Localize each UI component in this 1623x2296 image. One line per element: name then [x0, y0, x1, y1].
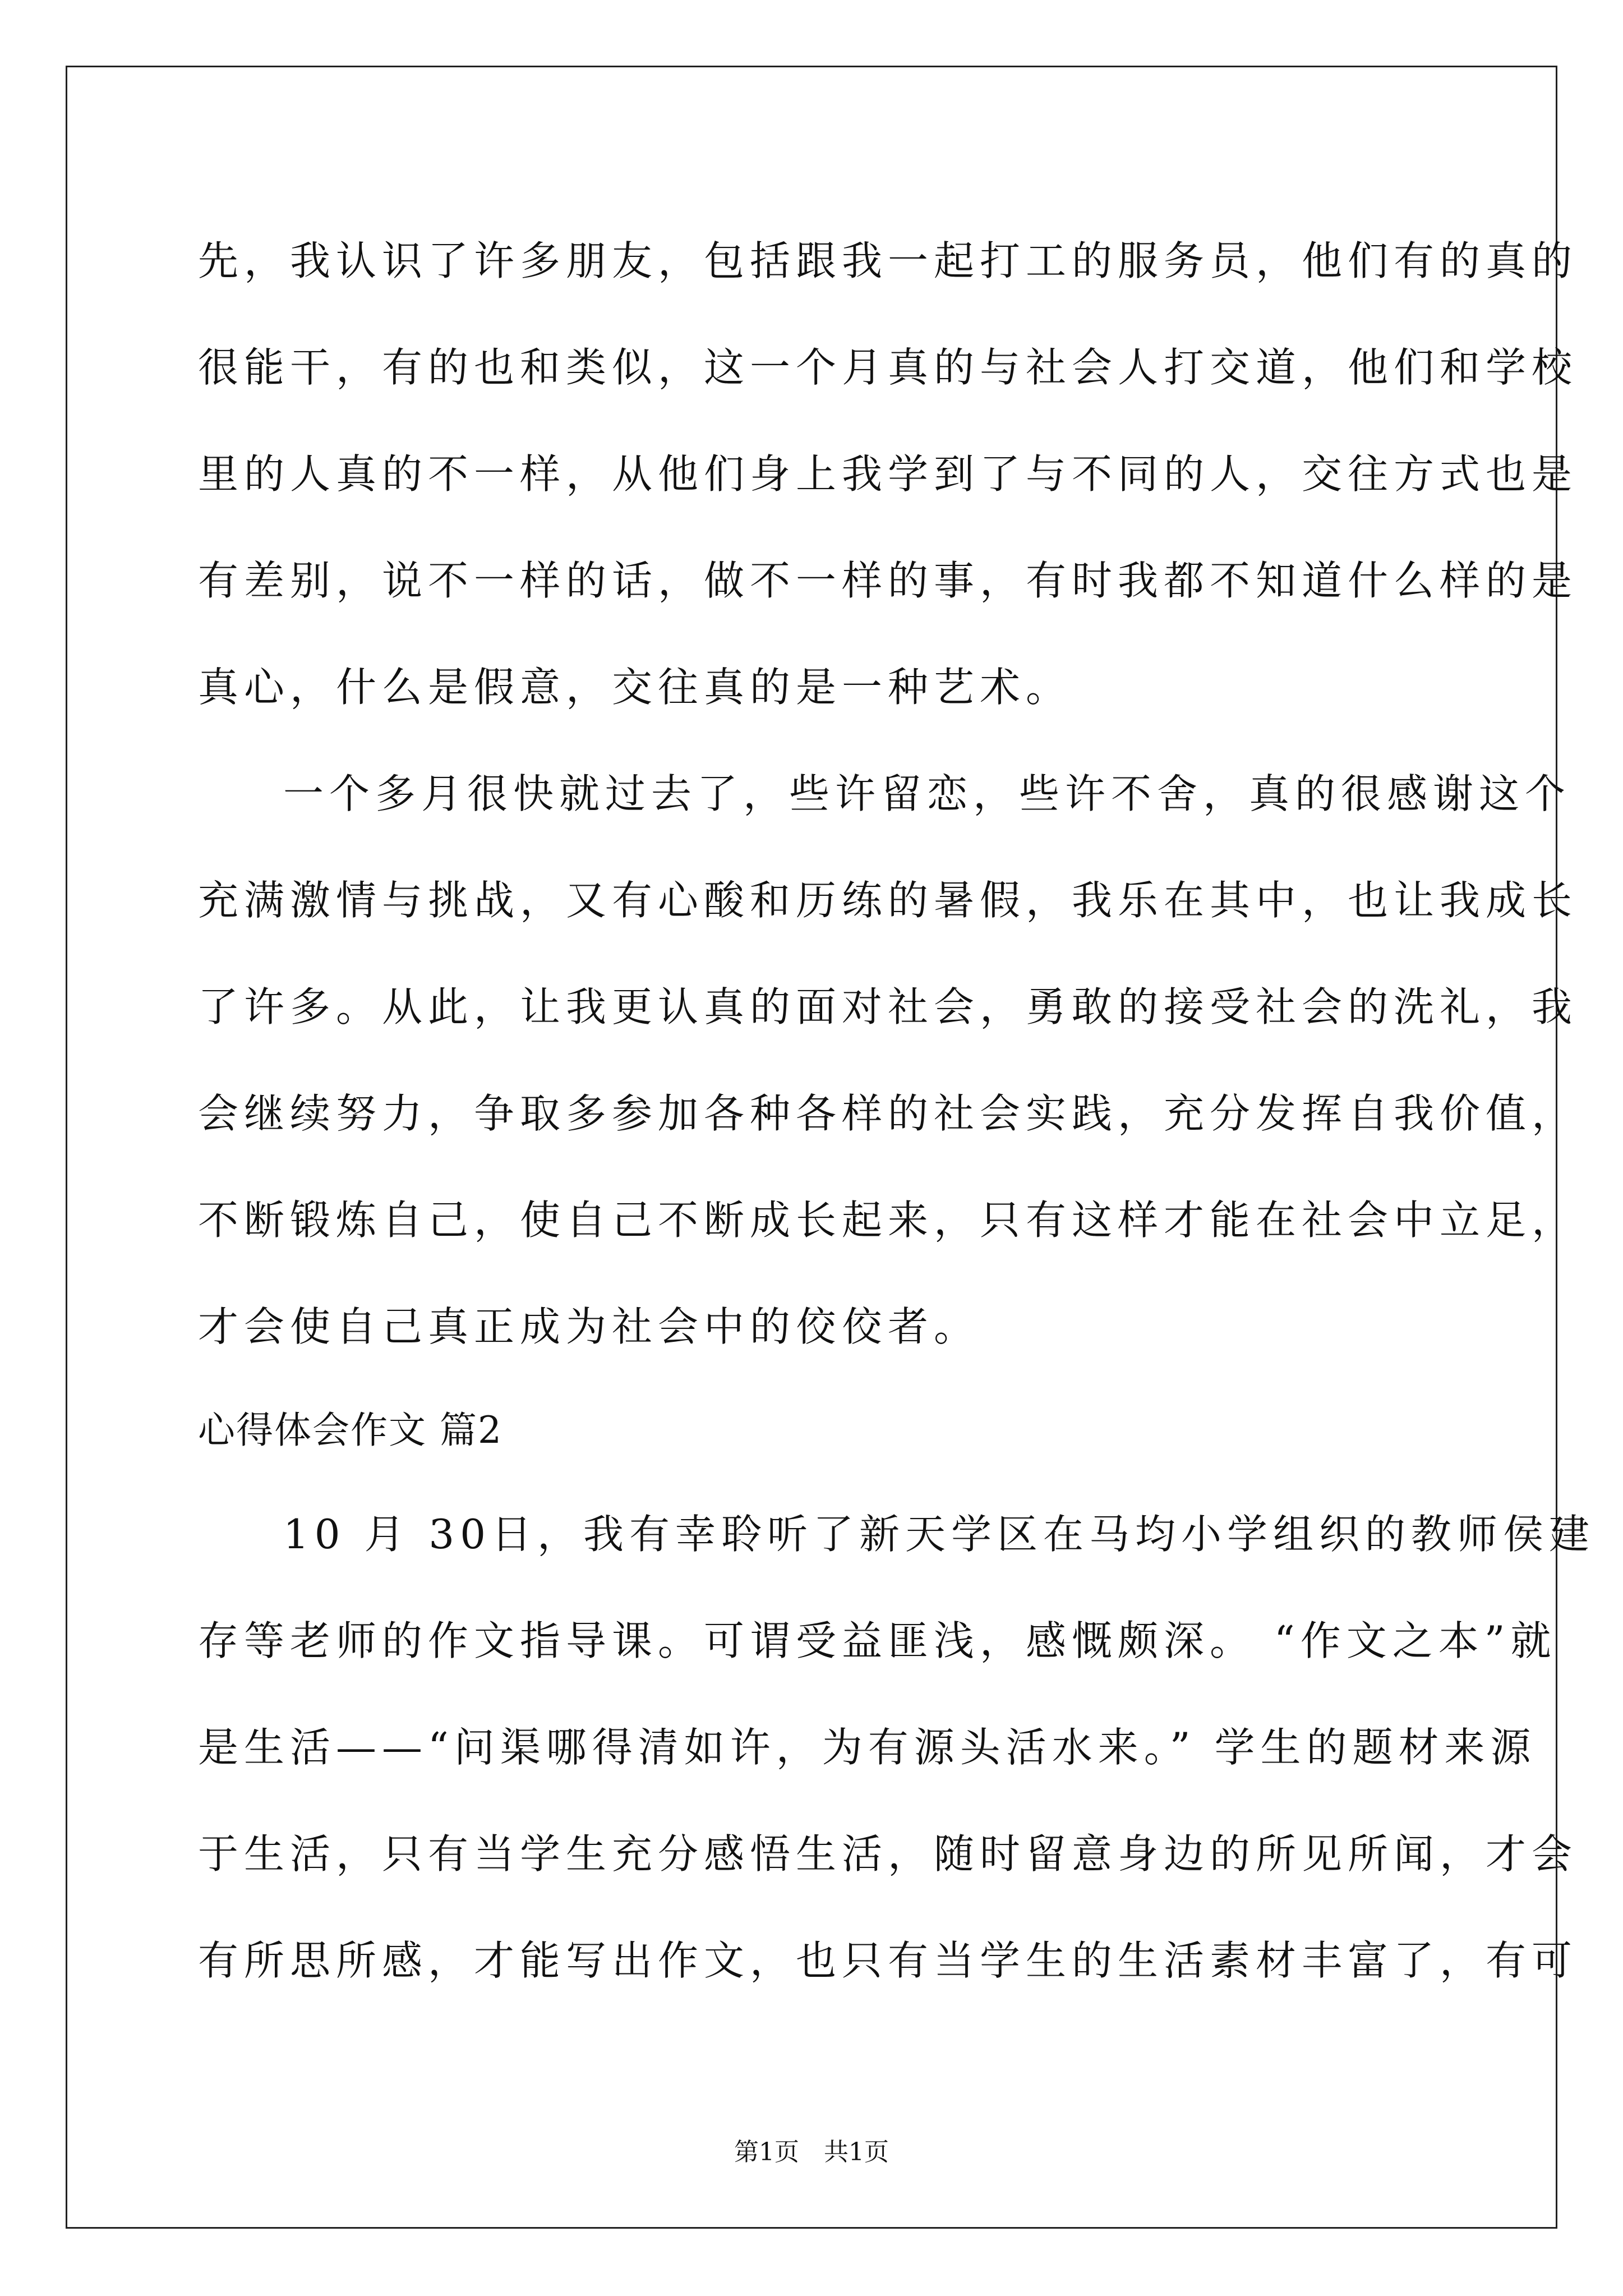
- text-line: 真心，什么是假意，交往真的是一种艺术。: [198, 664, 1072, 711]
- text-line: 先，我认识了许多朋友，包括跟我一起打工的服务员，他们有的真的: [198, 237, 1578, 284]
- text-line: 于生活，只有当学生充分感悟生活，随时留意身边的所见所闻，才会: [198, 1830, 1578, 1878]
- text-line: 会继续努力，争取多参加各种各样的社会实践，充分发挥自我价值，: [198, 1090, 1578, 1137]
- text-line: 里的人真的不一样，从他们身上我学到了与不同的人，交往方式也是: [198, 450, 1578, 498]
- document-body: [198, 208, 1596, 2014]
- text-line: 一个多月很快就过去了，些许留恋，些许不舍，真的很感谢这个: [283, 770, 1571, 817]
- text-line: 很能干，有的也和类似，这一个月真的与社会人打交道，他们和学校: [198, 344, 1578, 391]
- text-line: 不断锻炼自己，使自己不断成长起来，只有这样才能在社会中立足，: [198, 1197, 1578, 1244]
- section-heading: 心得体会作文 篇2: [198, 1409, 502, 1452]
- text-line: 是生活——“问渠哪得清如许，为有源头活水来。” 学生的题材来源: [198, 1724, 1537, 1771]
- text-line: 了许多。从此，让我更认真的面对社会，勇敢的接受社会的洗礼，我: [198, 983, 1578, 1030]
- text-line: 充满激情与挑战，又有心酸和历练的暑假，我乐在其中，也让我成长: [198, 877, 1578, 924]
- page-number-footer: 第1页 共1页: [734, 2138, 889, 2166]
- text-line: 才会使自己真正成为社会中的佼佼者。: [198, 1303, 980, 1350]
- text-line: 有所思所感，才能写出作文，也只有当学生的生活素材丰富了，有可: [198, 1937, 1578, 1984]
- text-line: 有差别，说不一样的话，做不一样的事，有时我都不知道什么样的是: [198, 557, 1578, 604]
- text-line: 存等老师的作文指导课。可谓受益匪浅，感慨颇深。 “作文之本”就: [198, 1617, 1557, 1664]
- text-line: 10 月 30日，我有幸聆听了新天学区在马均小学组织的教师侯建: [283, 1511, 1596, 1558]
